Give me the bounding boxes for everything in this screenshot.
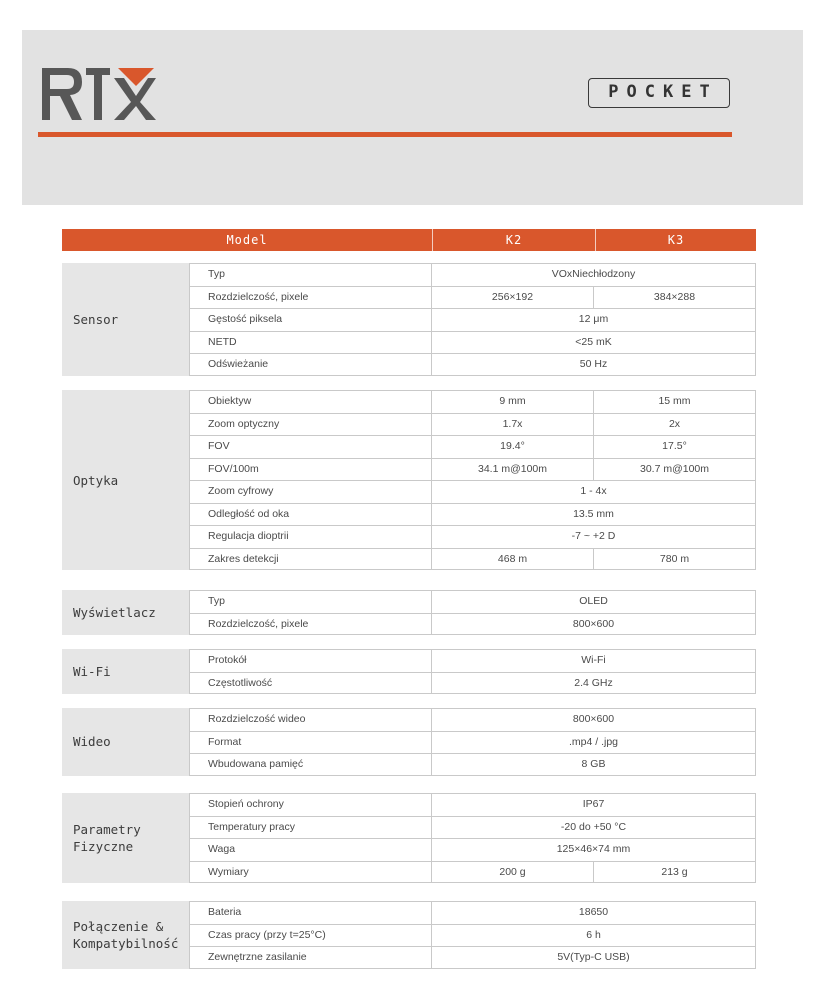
spec-name: Częstotliwość [189,673,432,694]
spec-name: NETD [189,332,432,354]
group-label: Sensor [62,263,189,376]
spec-name: Typ [189,264,432,286]
spec-name: Zewnętrzne zasilanie [189,947,432,968]
table-row [189,924,756,947]
table-row [189,548,756,571]
spec-name: Czas pracy (przy t=25°C) [189,925,432,947]
table-row [189,480,756,503]
group-label: Wi-Fi [62,649,189,694]
table-row [189,503,756,526]
spec-name: Stopień ochrony [189,794,432,816]
spec-value-k3: 30.7 m@100m [594,459,756,481]
table-row [189,672,756,695]
spec-value: IP67 [432,794,756,816]
spec-name: Wbudowana pamięć [189,754,432,775]
table-row [189,308,756,331]
rtx-logo [38,64,158,124]
group-label: Wideo [62,708,189,776]
spec-group [62,649,756,694]
table-row [189,946,756,969]
spec-name: Format [189,732,432,754]
spec-value: 18650 [432,902,756,924]
header-accent-line [38,132,732,137]
spec-name: Zoom optyczny [189,414,432,436]
spec-value-k2: 9 mm [432,391,594,413]
spec-name: Regulacja dioptrii [189,526,432,548]
table-row [189,331,756,354]
spec-name: Wymiary [189,862,432,883]
spec-value: 2.4 GHz [432,673,756,694]
spec-name: Typ [189,591,432,613]
spec-value: 12 μm [432,309,756,331]
table-row [189,708,756,731]
spec-value: 13.5 mm [432,504,756,526]
table-row [189,458,756,481]
table-row [189,613,756,636]
spec-value: 50 Hz [432,354,756,375]
spec-group [62,263,756,376]
table-header [62,229,756,251]
spec-value: 125×46×74 mm [432,839,756,861]
product-name-badge: POCKET [588,78,730,108]
spec-group [62,390,756,570]
spec-value-k3: 17.5° [594,436,756,458]
table-row [189,286,756,309]
spec-name: Protokół [189,650,432,672]
spec-value: 800×600 [432,709,756,731]
header-model: Model [226,233,268,247]
spec-name: Rozdzielczość wideo [189,709,432,731]
spec-value-k2: 1.7x [432,414,594,436]
spec-value: 1 - 4x [432,481,756,503]
table-row [189,590,756,613]
spec-name: Rozdzielczość, pixele [189,287,432,309]
spec-name: Obiektyw [189,391,432,413]
group-label: Wyświetlacz [62,590,189,635]
spec-name: Rozdzielczość, pixele [189,614,432,635]
header-k3: K3 [667,233,685,247]
table-row [189,901,756,924]
spec-name: Waga [189,839,432,861]
spec-name: Zoom cyfrowy [189,481,432,503]
spec-value-k3: 384×288 [594,287,756,309]
group-label: Połączenie & Kompatybilność [62,901,189,969]
spec-name: FOV [189,436,432,458]
spec-value-k3: 780 m [594,549,756,570]
spec-name: FOV/100m [189,459,432,481]
spec-name: Odległość od oka [189,504,432,526]
spec-value: 8 GB [432,754,756,775]
spec-name: Zakres detekcji [189,549,432,570]
spec-group [62,708,756,776]
table-row [189,753,756,776]
spec-group [62,901,756,969]
table-row [189,353,756,376]
spec-value: -7 ~ +2 D [432,526,756,548]
spec-value-k2: 256×192 [432,287,594,309]
header-k2: K2 [505,233,523,247]
table-row [189,816,756,839]
spec-value: 800×600 [432,614,756,635]
spec-value: VOxNiechłodzony [432,264,756,286]
spec-value-k2: 19.4° [432,436,594,458]
table-row [189,413,756,436]
spec-value: OLED [432,591,756,613]
spec-value-k2: 34.1 m@100m [432,459,594,481]
table-row [189,525,756,548]
spec-name: Gęstość piksela [189,309,432,331]
spec-value-k2: 468 m [432,549,594,570]
spec-group [62,590,756,635]
table-row [189,838,756,861]
spec-value: .mp4 / .jpg [432,732,756,754]
spec-value-k3: 15 mm [594,391,756,413]
table-row [189,263,756,286]
spec-group [62,793,756,883]
table-row [189,390,756,413]
group-label: Parametry Fizyczne [62,793,189,883]
table-row [189,649,756,672]
group-label: Optyka [62,390,189,570]
table-row [189,435,756,458]
spec-value: 5V(Typ-C USB) [432,947,756,968]
spec-value: -20 do +50 °C [432,817,756,839]
table-row [189,861,756,884]
spec-value: Wi-Fi [432,650,756,672]
spec-name: Bateria [189,902,432,924]
table-row [189,793,756,816]
spec-name: Temperatury pracy [189,817,432,839]
spec-name: Odświeżanie [189,354,432,375]
spec-value-k3: 213 g [594,862,756,883]
table-row [189,731,756,754]
spec-value-k2: 200 g [432,862,594,883]
spec-value: 6 h [432,925,756,947]
spec-value: <25 mK [432,332,756,354]
spec-value-k3: 2x [594,414,756,436]
